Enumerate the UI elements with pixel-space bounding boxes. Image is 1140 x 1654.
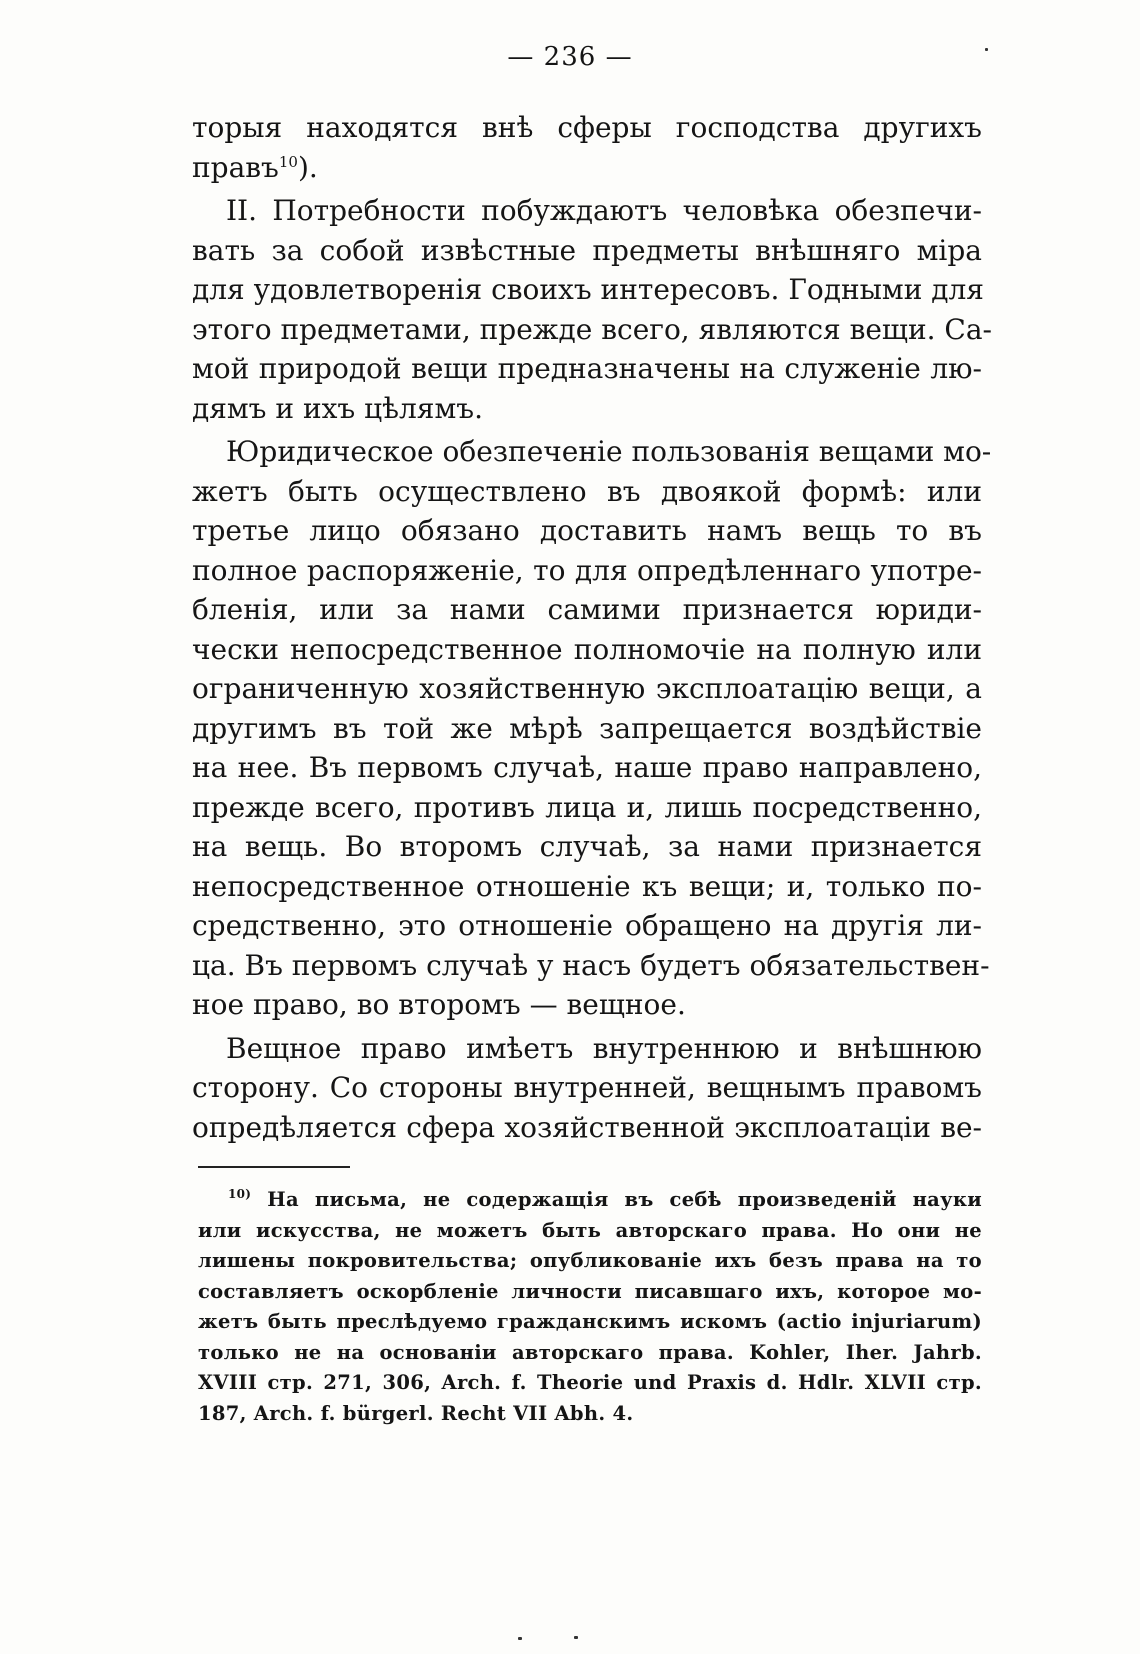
text-line: средственно, это отношеніе обращено на другія ли-: [192, 909, 982, 942]
text-line: для удовлетворенія своихъ интересовъ. Годными для: [192, 273, 984, 306]
footnote-line: лишены покровительства; опубликованіе ихъ безъ права на то: [198, 1249, 982, 1272]
text-line: Вещное право имѣетъ внутреннюю и внѣшнюю: [226, 1031, 982, 1065]
footnote-line: составляетъ оскорбленіе личности писавшаго ихъ, которое мо-: [198, 1279, 982, 1303]
text-line: ное право, во второмъ — вещное.: [192, 988, 686, 1021]
text-line: торыя находятся внѣ сферы господства другихъ: [192, 111, 982, 144]
footnote-reference: 10: [278, 152, 298, 171]
main-text: [192, 108, 992, 1147]
print-speck: [985, 48, 988, 51]
text-line: опредѣляется сфера хозяйственной эксплоатаціи ве-: [192, 1110, 982, 1144]
text-line: ограниченную хозяйственную эксплоатацію вещи, а: [192, 672, 982, 705]
text-line: мой природой вещи предназначены на служеніе лю-: [192, 352, 982, 385]
text-line: Юридическое обезпеченіе пользованія вещами мо-: [226, 435, 992, 468]
text-line: сторону. Со стороны внутренней, вещнымъ правомъ: [192, 1071, 982, 1104]
print-speck: [518, 1637, 522, 1640]
footnote-line: 187, Arch. f. bürgerl. Recht VII Abh. 4.: [198, 1401, 634, 1425]
footnote-separator: [198, 1166, 350, 1168]
text-line: на нее. Въ первомъ случаѣ, наше право направлено,: [192, 751, 982, 784]
text-line: дямъ и ихъ цѣлямъ.: [192, 391, 483, 425]
page-number: — 236 —: [507, 42, 633, 72]
print-speck: [574, 1636, 578, 1639]
footnote-number: 10): [228, 1187, 252, 1201]
footnote-line: жетъ быть преслѣдуемо гражданскимъ искомъ (actio injuriarum): [198, 1310, 982, 1333]
footnote: [198, 1185, 982, 1429]
text-line: жетъ быть осуществлено въ двоякой формѣ: или: [192, 474, 982, 508]
text-line: непосредственное отношеніе къ вещи; и, только по-: [192, 869, 982, 903]
text-line: II. Потребности побуждаютъ человѣка обезпечи-: [226, 194, 982, 227]
text-line: полное распоряженіе, то для опредѣленнаго употре-: [192, 553, 982, 587]
text-line: вать за собой извѣстные предметы внѣшняго міра: [192, 233, 982, 267]
text-line: прежде всего, противъ лица и, лишь посредственно,: [192, 790, 982, 824]
text-line: бленія, или за нами самими признается юриди-: [192, 593, 982, 626]
text-line: третье лицо обязано доставить намъ вещь то въ: [192, 514, 982, 547]
text-line: на вещь. Во второмъ случаѣ, за нами признается: [192, 830, 982, 863]
footnote-line: только не на основаніи авторскаго права. Kohler, Iher. Jahrb.: [198, 1340, 982, 1364]
footnote-line: или искусства, не можетъ быть авторскаго права. Но они не: [198, 1218, 982, 1242]
text-line: ца. Въ первомъ случаѣ у насъ будетъ обязательствен-: [192, 948, 990, 982]
text-line: правъ$^{10}$).: [192, 150, 318, 184]
text-line: чески непосредственное полномочіе на полную или: [192, 632, 982, 666]
footnote-line: $^{10)}$ На письма, не содержащія въ себѣ произведеній науки: [228, 1187, 983, 1211]
text-line: этого предметами, прежде всего, являются вещи. Са-: [192, 312, 992, 346]
text-line: другимъ въ той же мѣрѣ запрещается воздѣйствіе: [192, 711, 982, 745]
footnote-line: XVIII стр. 271, 306, Arch. f. Theorie und Praxis d. Hdlr. XLVII стр.: [198, 1371, 982, 1394]
